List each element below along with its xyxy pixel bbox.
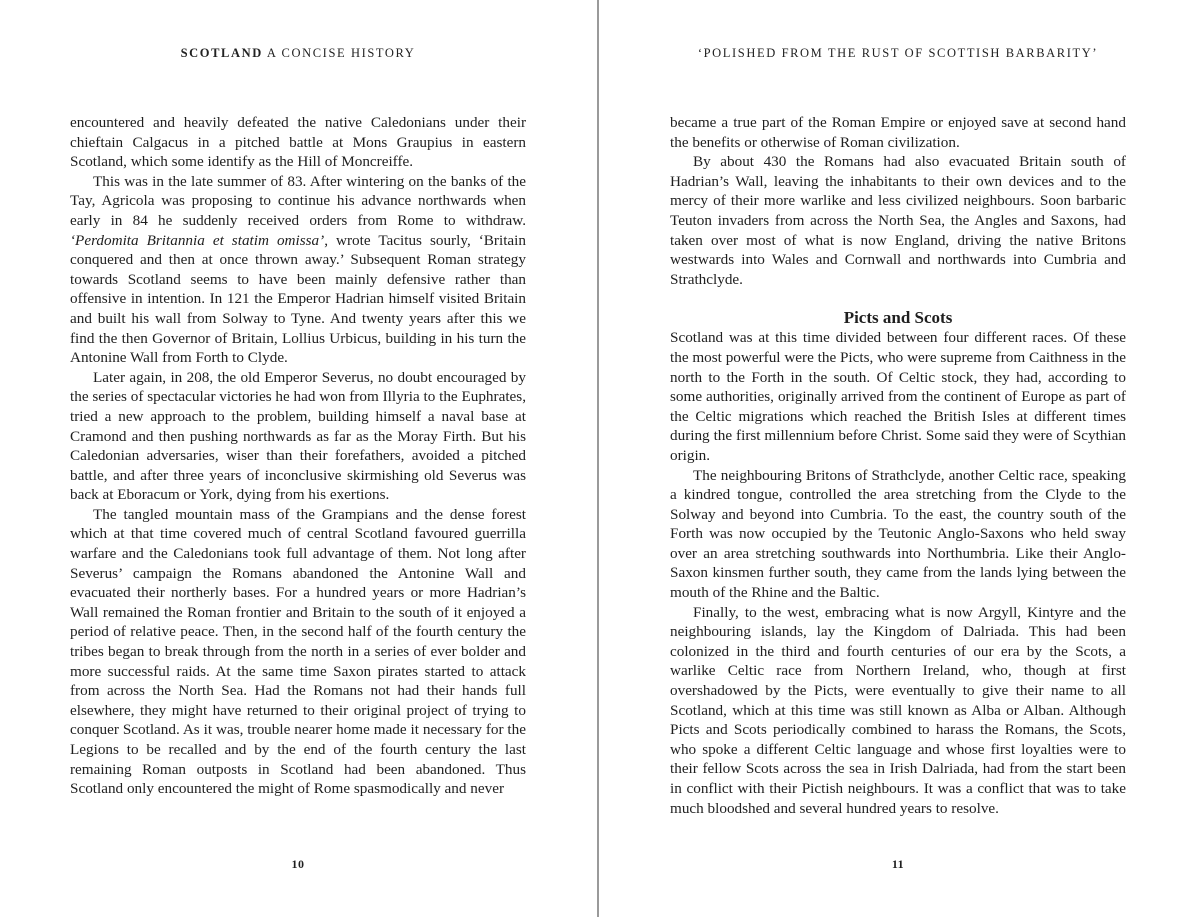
paragraph: The neighbouring Britons of Strathclyde, another Celtic race, speaking a kindred tongue, controlled the area stretching from the Clyde to the Solway and beyond into Cumbria. To the east, the country south of the Forth was now occupied by the Teutonic Anglo-Saxons who held sway over an area stretching southwards into Northumbria. Like their Anglo-Saxon kinsmen further south, they came from the lands lying between the mouth of the Rhine and the Baltic.: [670, 466, 1126, 602]
left-page: [70, 0, 526, 917]
paragraph: By about 430 the Romans had also evacuated Britain south of Hadrian’s Wall, leaving the inhabitants to their own devices and to the mercy of their more warlike and less civilized neighbours. Soon barbaric Teuton invaders from across the North Sea, the Angles and Saxons, had taken over most of what is now England, driving the native Britons westwards into Wales and Cornwall and northwards into Cumbria and Strathclyde.: [670, 153, 1126, 288]
running-head-left: [70, 46, 526, 61]
paragraph: became a true part of the Roman Empire or enjoyed save at second hand the benefits or otherwise of Roman civilization.: [670, 114, 1126, 151]
paragraph: [70, 172, 526, 368]
page-number: 10: [291, 857, 305, 871]
paragraph-text: , wrote Tacitus sourly, ‘Britain conquered and then at once thrown away.’ Subsequent Roman strategy towards Scotland seems to have been mainly defensive rather than offensive in intention. In 121 the Emperor Hadrian himself visited Britain and built his wall from Solway to Tyne. And twenty years after this we find the then Governor of Britain, Lollius Urbicus, building in his turn the Antonine Wall from Forth to Clyde.: [70, 231, 526, 367]
latin-quote: ‘Perdomita Britannia et statim omissa’: [70, 231, 325, 249]
page-number: 11: [891, 857, 905, 871]
running-head-title: SCOTLAND: [180, 46, 263, 60]
section-heading: Picts and Scots: [843, 308, 953, 328]
paragraph-text: This was in the late summer of 83. After wintering on the banks of the Tay, Agricola was proposing to continue his advance northwards when early in 84 he suddenly received orders from Rome to withdraw.: [70, 172, 526, 229]
right-body-text: [670, 113, 1126, 818]
paragraph: Scotland was at this time divided between four different races. Of these the most powerful were the Picts, who were supreme from Caithness in the north to the Forth in the south. Of Celtic stock, they had, according to some authorities, originally arrived from the continent of Europe as part of the Celtic migrations which reached the British Isles at different times during the first millennium before Christ. Some said they were of Scythian origin.: [670, 329, 1126, 464]
paragraph: Finally, to the west, embracing what is now Argyll, Kintyre and the neighbouring islands, lay the Kingdom of Dalriada. This had been colonized in the third and fourth centuries of our era by the Scots, a warlike Celtic race from Northern Ireland, who, though at first overshadowed by the Picts, were eventually to give their name to all Scotland, which at this time was still known as Alba or Alban. Although Picts and Scots periodically combined to harass the Romans, the Scots, who spoke a different Celtic language and whose first loyalties were to their fellow Scots across the sea in Irish Dalriada, had from the start been in conflict with their Pictish neighbours. It was a conflict that was to take much bloodshed and several hundred years to resolve.: [670, 603, 1126, 817]
right-page: [670, 0, 1126, 917]
running-head-right: ‘POLISHED FROM THE RUST OF SCOTTISH BARBARITY’: [697, 46, 1099, 60]
paragraph: encountered and heavily defeated the native Caledonians under their chieftain Calgacus in a pitched battle at Mons Graupius in eastern Scotland, which some identify as the Hill of Moncreiffe.: [70, 114, 526, 171]
page-gutter-divider: [597, 0, 599, 917]
paragraph: The tangled mountain mass of the Grampians and the dense forest which at that time covered much of central Scotland favoured guerrilla warfare and the Caledonians took full advantage of them. Not long after Severus’ campaign the Romans abandoned the Antonine Wall and evacuated their northerly bases. For a hundred years or more Hadrian’s Wall remained the Roman frontier and Britain to the south of it enjoyed a period of relative peace. Then, in the second half of the fourth century the tribes began to break through from the north in a series of ever bolder and more successful raids. At the same time Saxon pirates started to attack from across the North Sea. Had the Romans not had their hands full elsewhere, they might have returned to their original project of trying to conquer Scotland. As it was, trouble nearer home made it necessary for the Legions to be recalled and by the end of the fourth century the last remaining Roman outposts in Scotland had been abandoned. Thus Scotland only encountered the might of Rome spasmodically and never: [70, 505, 526, 798]
paragraph: Later again, in 208, the old Emperor Severus, no doubt encouraged by the series of spectacular victories he had won from Illyria to the Euphrates, tried a new approach to the problem, building himself a naval base at Cramond and then pushing northwards as far as the Moray Firth. But his Caledonian adversaries, wiser than their forefathers, avoided a pitched battle, and after three years of inconclusive skirmishing old Severus was back at Eboracum or York, dying from his exertions.: [70, 368, 526, 504]
left-body-text: [70, 113, 526, 799]
running-head-subtitle: A CONCISE HISTORY: [266, 46, 416, 60]
